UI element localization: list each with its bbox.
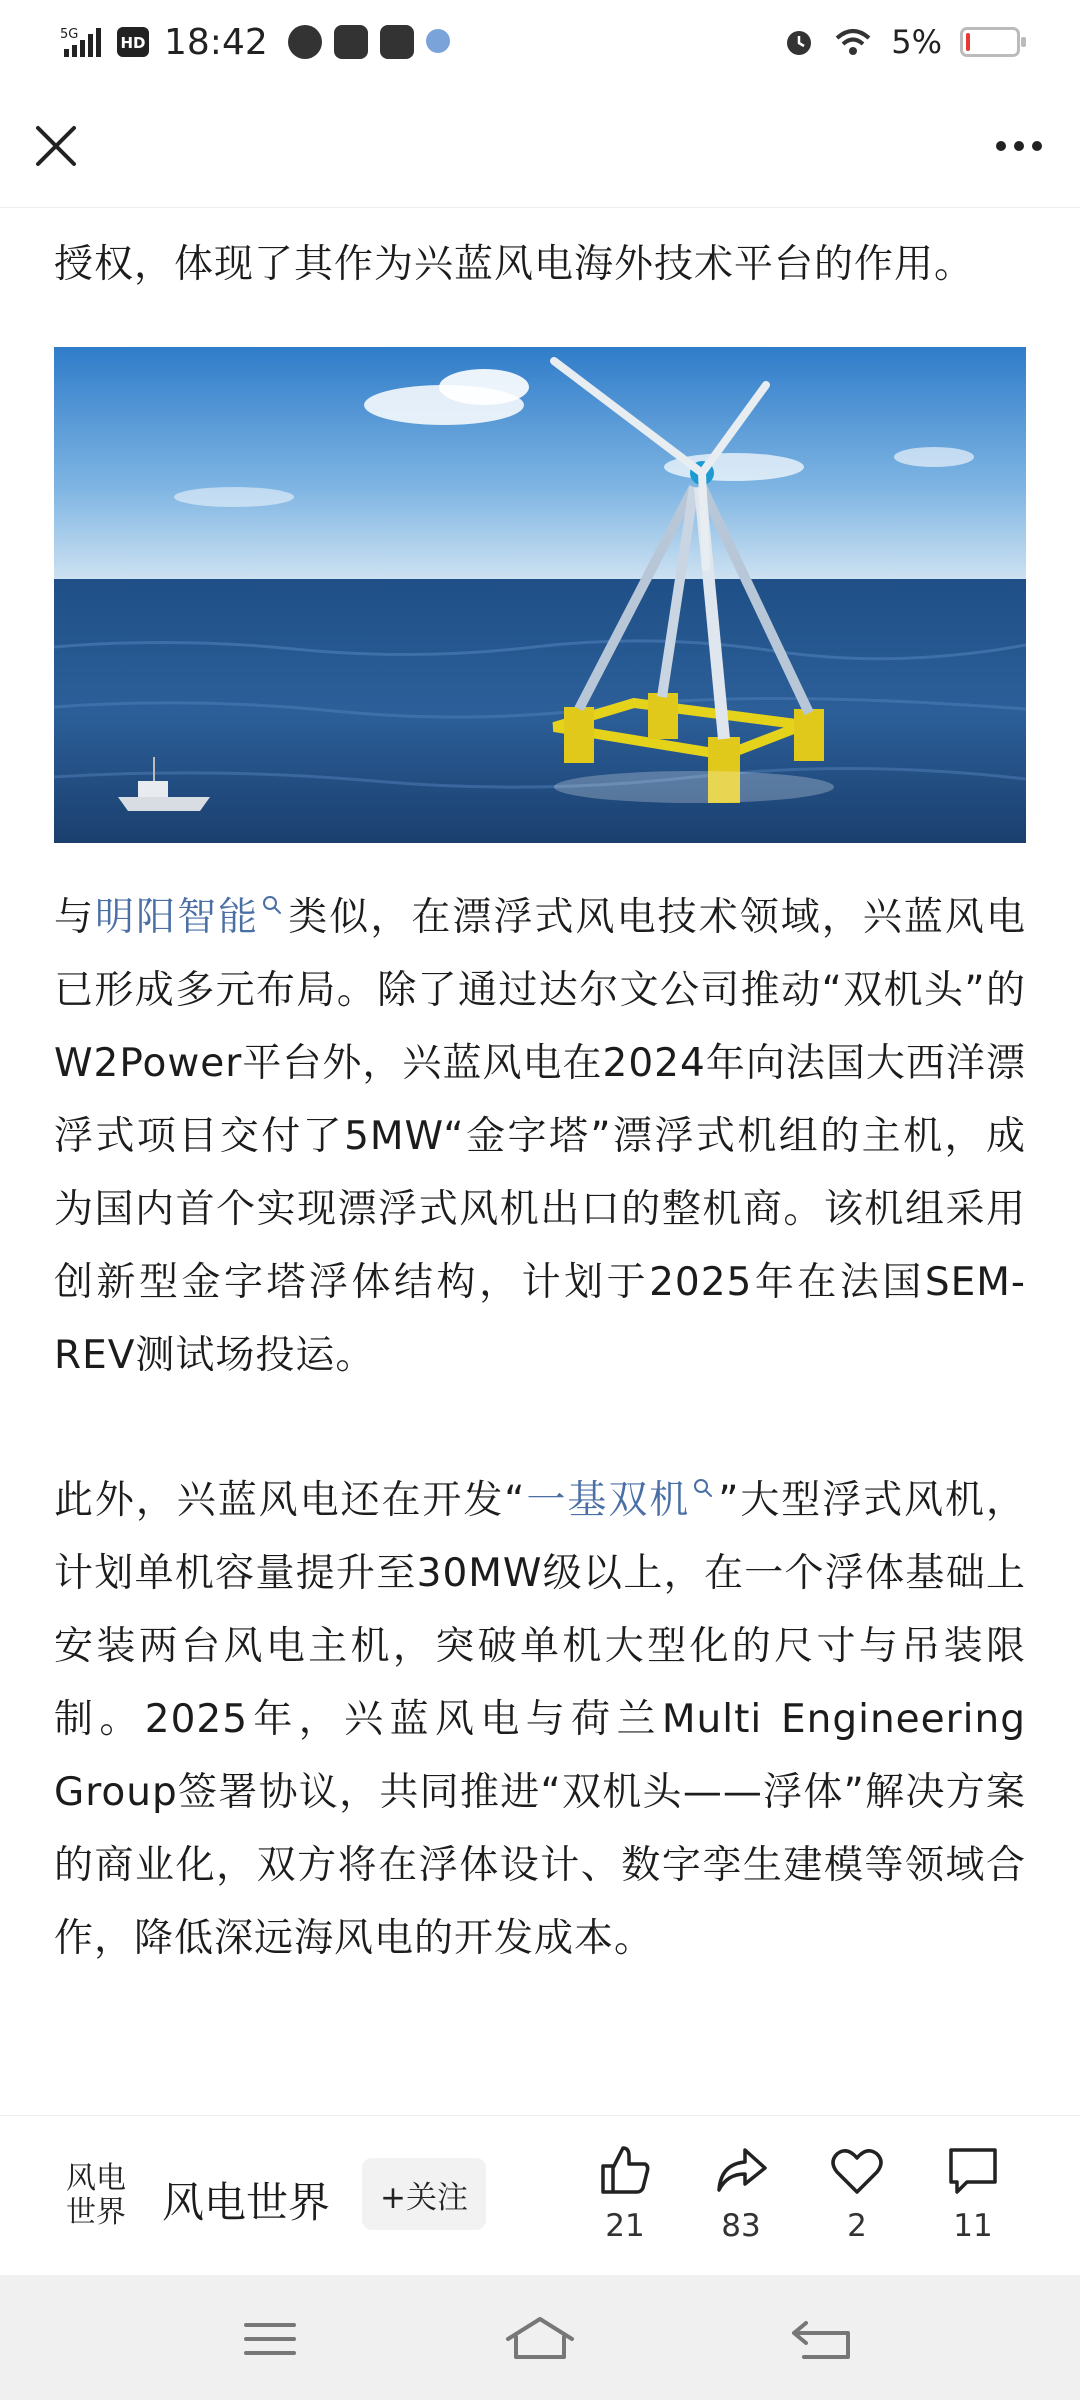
author-name[interactable]: 风电世界 bbox=[162, 2178, 331, 2227]
status-right bbox=[783, 23, 1020, 61]
battery-level bbox=[966, 33, 970, 51]
wechat-icon bbox=[288, 25, 322, 59]
p2-after: 类似，在漂浮式风电技术领域，兴蓝风电已形成多元布局。除了通过达尔文公司推动“双机头”的W2Power平台外，兴蓝风电在2024年向法国大西洋漂浮式项目交付了5MW“金字塔”漂浮式机组的主机，成为国内首个实现漂浮式风机出口的整机商。该机组采用创新型金字塔浮体结构，计划于2025年在法国SEM-REV测试场投运。 bbox=[54, 895, 1026, 1378]
more-dots-icon-dot bbox=[1014, 141, 1024, 151]
author-logo[interactable]: 风电世界 bbox=[66, 2161, 126, 2230]
back-icon bbox=[784, 2311, 864, 2367]
notification-icons bbox=[288, 25, 450, 59]
keyword-link-dual-turbine[interactable]: 一基双机 bbox=[525, 1478, 691, 1523]
share-count: 83 bbox=[721, 2208, 761, 2244]
like-button[interactable] bbox=[580, 2140, 670, 2244]
battery-icon bbox=[960, 27, 1020, 57]
more-dots-icon bbox=[996, 141, 1006, 151]
mail-app-icon bbox=[334, 25, 368, 59]
top-bar bbox=[0, 84, 1080, 208]
p2-before: 与 bbox=[54, 895, 96, 940]
more-dots-icon-dot bbox=[1032, 141, 1042, 151]
share-icon bbox=[711, 2140, 771, 2200]
article-body bbox=[54, 208, 1026, 1975]
home-button[interactable] bbox=[500, 2311, 580, 2367]
share-button[interactable] bbox=[696, 2140, 786, 2244]
status-bar bbox=[0, 0, 1080, 84]
search-icon[interactable] bbox=[692, 1477, 714, 1499]
heart-icon bbox=[827, 2140, 887, 2200]
close-icon bbox=[26, 116, 86, 176]
wifi-icon bbox=[833, 26, 873, 58]
keyword-link-mingyang[interactable]: 明阳智能 bbox=[95, 895, 260, 940]
menu-icon bbox=[230, 2311, 310, 2367]
status-time: 18:42 bbox=[164, 21, 268, 63]
back-button[interactable] bbox=[784, 2311, 864, 2367]
article-paragraph-1: 授权，体现了其作为兴蓝风电海外技术平台的作用。 bbox=[54, 242, 975, 287]
hd-icon bbox=[116, 26, 150, 58]
author-action-bar bbox=[0, 2115, 1080, 2275]
p3-before: 此外，兴蓝风电还在开发“ bbox=[54, 1478, 526, 1523]
like-count: 21 bbox=[605, 2208, 645, 2244]
favorite-count: 2 bbox=[847, 2208, 867, 2244]
mail-app-icon-2 bbox=[380, 25, 414, 59]
comment-button[interactable] bbox=[928, 2140, 1018, 2244]
app-notification-icon bbox=[426, 29, 450, 53]
search-icon[interactable] bbox=[261, 894, 283, 916]
favorite-button[interactable] bbox=[812, 2140, 902, 2244]
comment-count: 11 bbox=[953, 2208, 993, 2244]
battery-percent: 5% bbox=[891, 23, 942, 61]
alarm-icon bbox=[783, 26, 815, 58]
article-image-floating-wind-turbine[interactable] bbox=[54, 347, 1026, 843]
thumbs-up-icon bbox=[595, 2140, 655, 2200]
article-paragraph-2 bbox=[54, 881, 1026, 1392]
signal-icon bbox=[60, 25, 106, 59]
comment-icon bbox=[943, 2140, 1003, 2200]
article-paragraph-3 bbox=[54, 1464, 1026, 1975]
hd-label: HD bbox=[120, 34, 146, 52]
close-button[interactable] bbox=[26, 116, 86, 176]
system-nav-bar bbox=[0, 2275, 1080, 2400]
p3-after: ”大型浮式风机，计划单机容量提升至30MW级以上，在一个浮体基础上安装两台风电主机，突破单机大型化的尺寸与吊装限制。2025年，兴蓝风电与荷兰Multi Engineering Group签署协议，共同推进“双机头——浮体”解决方案的商业化，双方将在浮体设计、数字孪生建模等领域合作，降低深远海风电的开发成本。 bbox=[54, 1478, 1026, 1961]
network-label: 5G bbox=[60, 27, 79, 42]
follow-button[interactable]: +关注 bbox=[362, 2158, 486, 2230]
menu-button[interactable] bbox=[230, 2311, 310, 2367]
status-left bbox=[60, 22, 450, 63]
home-icon bbox=[500, 2311, 580, 2367]
more-options-button[interactable] bbox=[984, 116, 1054, 176]
